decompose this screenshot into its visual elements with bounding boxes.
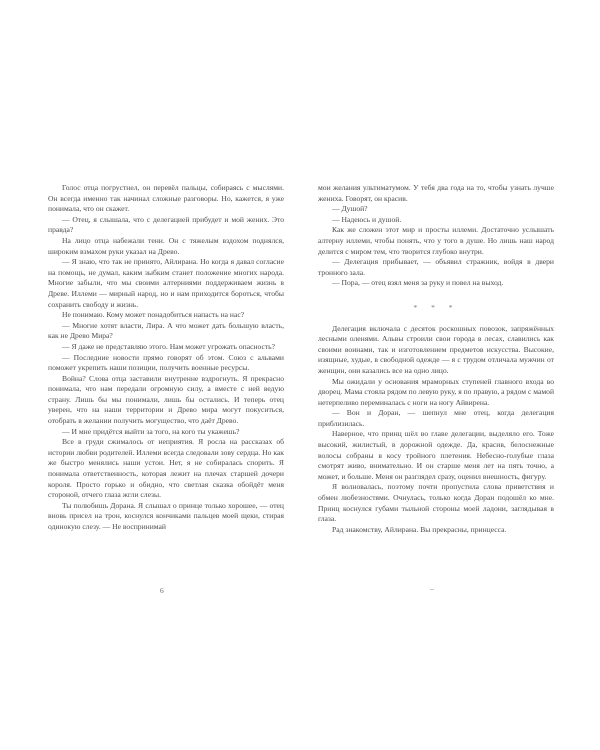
paragraph: — Делегация прибывает, — объявил стражник, войдя в двери тронного зала. <box>318 257 554 277</box>
paragraph: Я волновалась, поэтому почти пропустила слова приветствия и обмен любезностями. Очнулась, только когда Доран подошёл ко мне. Принц коснулся губами тыльной стороны моей ладони, заглядывая в глаза. <box>318 482 554 524</box>
paragraph: Наверное, что принц шёл во главе делегации, выделяло его. Тоже высокий, жилистый, в дорожной одежде. Да, красив, белоснежные волосы собраны в косу тройного плетения. Небесно-голубые глаза смотрят живо, внимательно. И он старше меня лет на пять точно, а может, и больше. Меня он разглядел сразу, оценил внешность, фигуру. <box>318 429 554 481</box>
page-number-left: 6 <box>160 586 164 595</box>
paragraph: — Пора, — отец взял меня за руку и повел на выход. <box>332 278 504 288</box>
paragraph: — Надеюсь и душой. <box>332 214 402 224</box>
page-number-right: – <box>430 584 434 593</box>
paragraph: На лицо отца набежали тени. Он с тяжелым вздохом поднялся, широким взмахом руки указал на Древо. <box>48 235 284 256</box>
paragraph: Мы ожидали у основания мраморных ступеней главного входа во дворец. Мама стояла рядом по левую руку, я по правую, а рядом с мамой нетерпеливо переминалась с ноги на ногу Айвирена. <box>318 376 555 407</box>
paragraph: Ты полюбишь Дорана. Я слышал о принце только хорошее, — отец вновь присел на трон, коснулся кончиками пальцев моей щеки, стирая одинокую слезу. — Не воспринимай <box>48 500 284 531</box>
paragraph: Все в груди сжималось от неприятия. Я росла на рассказах об истории любви родителей. Иллеми всегда следовали зову сердца. Но как же быстро менялись наши устои. Нет, я не собиралась спорить. Я понимала ответственность, которая лежит на плечах старшей дочери короля. Просто горько и обидно, что светлая сказка обойдёт меня стороной, отчего глаза жгли слезы. <box>48 437 284 500</box>
paragraph: — Вон и Доран, — шепнул мне отец, когда делегация приблизилась. <box>318 408 554 428</box>
paragraph: — Отец, я слышала, что с делегацией прибудет и мой жених. Это правда? <box>48 214 284 235</box>
paragraph: — Последние новости прямо говорят об этом. Союз с альвами поможет укрепить наши позиции, получить военные ресурсы. <box>48 352 284 373</box>
paragraph: Не понимаю. Кому может понадобиться напасть на нас? <box>62 310 245 320</box>
paragraph: Голос отца погрустнел, он перевёл пальцы, собираясь с мыслями. Он всегда именно так начинал сложные разговоры. Но, кажется, я уже понимала, что он скажет. <box>48 183 284 214</box>
left-page-text <box>48 183 284 533</box>
paragraph: — Я знаю, что так не принято, Айлирана. Но когда я давал согласие на помощь, не думал, каким зыбким станет положение многих народа. Многие забыли, что мы своими алтерниями поддерживаем жизнь в Древе. Иллеми — мирный народ, но и нам приходится бороться, чтобы сохранить свободу и жизнь. <box>48 257 284 309</box>
paragraph: — И мне придётся выйти за того, на кого ты укажешь? <box>62 426 240 436</box>
right-page-text <box>318 183 554 535</box>
scene-separator: * * * <box>413 302 459 312</box>
paragraph: мои желания ультиматумом. У тебя два года на то, чтобы узнать лучше жениха. Говорят, он красив. <box>318 183 554 203</box>
paragraph: Война? Слова отца заставили внутренне вздрогнуть. Я прекрасно понимала, что нам передали огромную силу, а вместе с ней ведую страну. Лишь бы мы понимали, лишь бы остались. И теперь отец уверен, что на наши территории и Древо мира могут покуситься, отобрать в желании получить могущество, что даёт Древо. <box>48 373 284 426</box>
paragraph: Делегация включала с десяток роскошных повозок, запряжённых лесными оленями. Альвы строили свои города в лесах, славились как своими воинами, так и изготовлением предметов искусства. Высокие, изящные, худые, в свободной одежде — я с трудом отличала мужчин от женщин, они казались все на одно лицо. <box>318 323 554 375</box>
paragraph: — Я даже не представляю этого. Нам может угрожать опасность? <box>62 341 276 351</box>
paragraph: Как же сложен этот мир и просты иллеми. Достаточно услышать алтерну иллеми, чтобы понять, что у того в душе. Но лишь наш народ делится с миром тем, что творится глубоко внутри. <box>318 225 554 256</box>
paragraph: Рад знакомству, Айлирана. Вы прекрасны, принцесса. <box>332 524 507 534</box>
paragraph: — Многие хотят власти, Лира. А что может дать большую власть, как не Древо Мира? <box>48 320 284 341</box>
paragraph: — Душой? <box>332 204 368 214</box>
